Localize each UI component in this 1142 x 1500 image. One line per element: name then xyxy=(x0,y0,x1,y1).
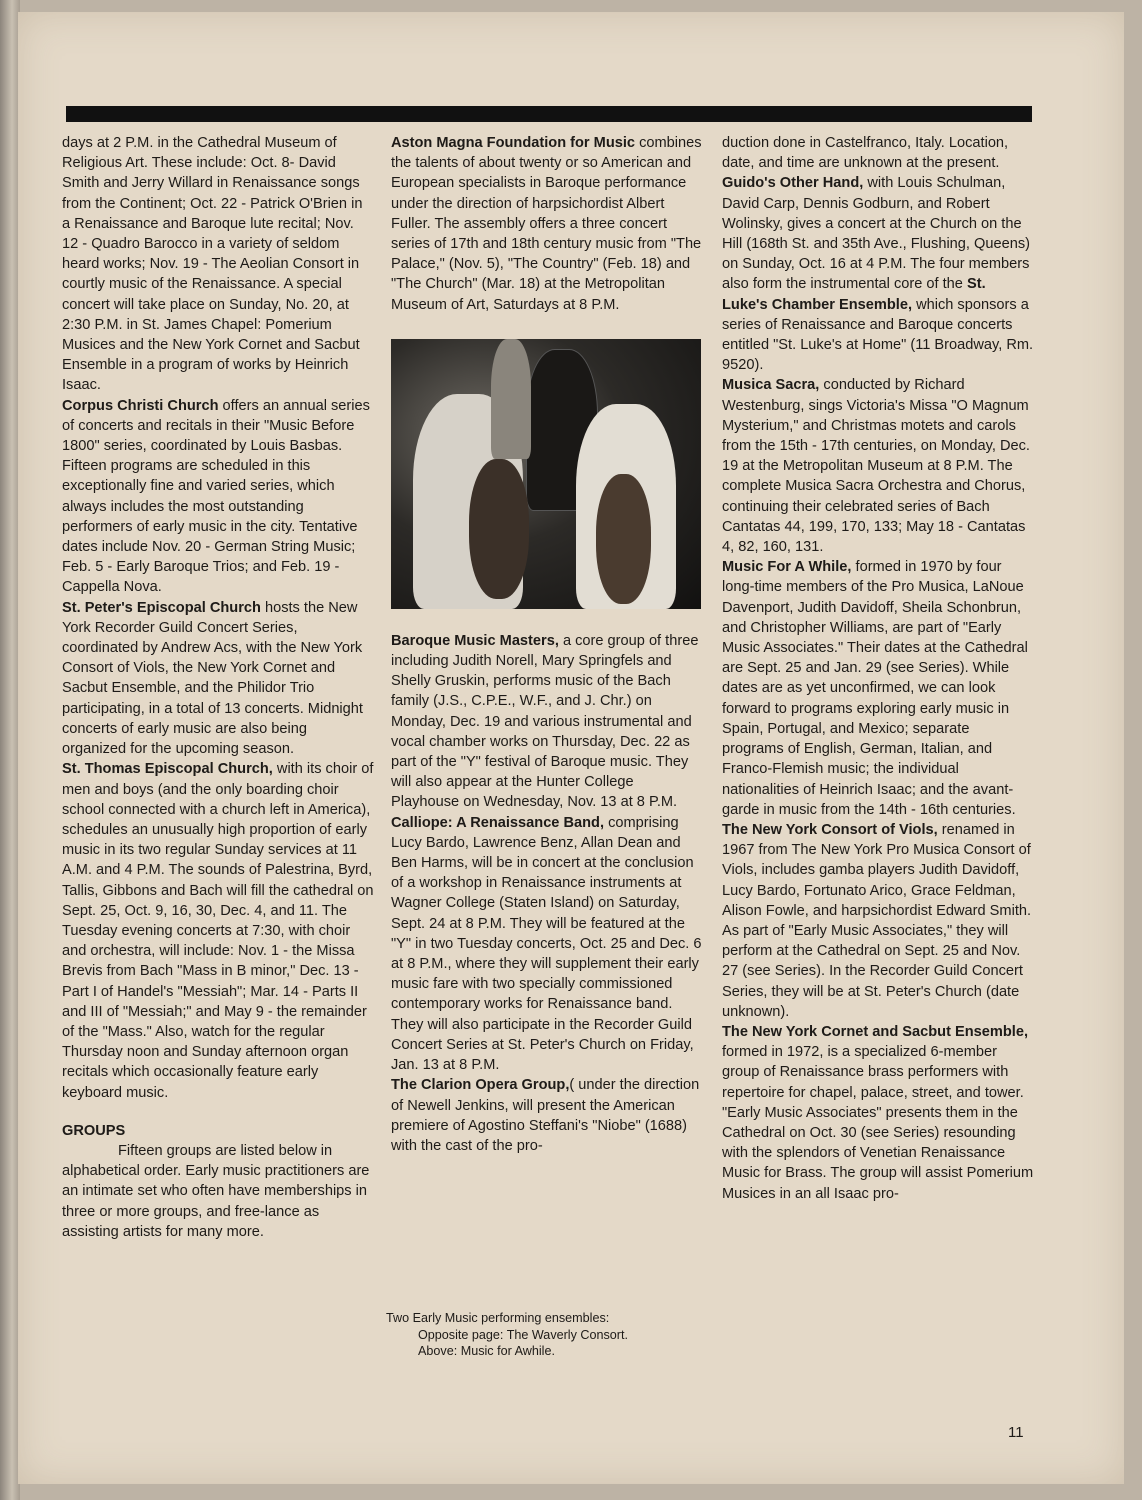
header-rule xyxy=(66,106,1032,122)
entry-musica-sacra xyxy=(722,375,1034,557)
entry-text: formed in 1970 by four long-time members of the Pro Musica, LaNoue Davenport, Judith Davidoff, Sheila Schonbrun, and Christopher Williams, are part of "Early Music Associates." Their dates at the Cathedral are Sept. 25 and Jan. 29 (see Series). While dates are as yet unconfirmed, we can look forward to programs exploring early music in Spain, Portugal, and Mexico; separate programs of English, German, Italian, and Franco-Flemish music; the individual nationalities of Heinrich Isaac; and the avant-garde in music from the 14th - 16th centuries. xyxy=(722,559,1028,818)
entry-name: Aston Magna Foundation for Music xyxy=(391,135,636,151)
entry-name: The New York Consort of Viols, xyxy=(722,821,938,838)
paragraph-groups-intro: Fifteen groups are listed below in alphabetical order. Early music practitioners are an intimate set who often have memberships in three or more groups, and free-lance as assisting artists for many more. xyxy=(62,1142,370,1240)
entry-text: a core group of three including Judith Norell, Mary Springfels and Shelly Gruskin, performs music of the Bach family (J.S., C.P.E., W.F., and J. Chr.) on Monday, Dec. 19 and various instrumental and vocal chamber works on Thursday, Dec. 22 as part of the "Y" festival of Baroque music. They will also appear at the Hunter College Playhouse on Wednesday, Nov. 13 at 8 P.M. xyxy=(391,632,699,811)
entry-name: Corpus Christi Church xyxy=(62,397,219,414)
section-heading-groups: GROUPS xyxy=(62,1122,126,1139)
entry-corpus-christi xyxy=(62,396,374,598)
paragraph-museum-dates: days at 2 P.M. in the Cathedral Museum of Religious Art. These include: Oct. 8- David Smith and Jerry Willard in Renaissance songs from the Continent; Oct. 22 - Patrick O'Brien in a Renaissance and Baroque lute recital; Nov. 12 - Quadro Barocco in a variety of seldom heard works; Nov. 19 - The Aeolian Consort in courtly music of the Renaissance. A special concert will take place on Sunday, No. 20, at 2:30 P.M. in St. James Chapel: Pomerium Musices and the New York Cornet and Sacbut Ensemble in a program of works by Heinrich Isaac. xyxy=(62,135,363,394)
entry-text: combines the talents of about twenty or so American and European specialists in Baroque performance under the direction of harpsichordist Albert Fuller. The assembly offers a three concert series of 17th and 18th century music from "The Palace," (Nov. 5), "The Country" (Feb. 18) and "The Church" (Mar. 18) at the Metropolitan Museum of Art, Saturdays at 8 P.M. xyxy=(391,135,702,313)
entry-text: conducted by Richard Westenburg, sings Victoria's Missa "O Magnum Mysterium," and Christmas motets and carols from the 15th - 17th centuries, on Monday, Dec. 19 at the Metropolitan Museum at 8 P.M. The complete Musica Sacra Orchestra and Chorus, continuing their celebrated series of Bach Cantatas 44, 199, 170, 133; May 18 - Cantatas 4, 82, 160, 131. xyxy=(722,377,1030,556)
entry-text: formed in 1972, is a specialized 6-member group of Renaissance brass performers with repertoire for chapel, palace, street, and tower. "Early Music Associates" presents them in the Cathedral on Oct. 30 (see Series) resounding with the splendors of Venetian Renaissance Music for Brass. The group will assist Pomerium Musices in an all Isaac pro- xyxy=(722,1044,1034,1202)
entry-guidos-other-hand xyxy=(722,173,1034,375)
photo-figure xyxy=(491,339,531,459)
binding-spine xyxy=(0,0,20,1500)
entry-name: St. Thomas Episcopal Church, xyxy=(62,761,273,778)
caption-line: Opposite page: The Waverly Consort. xyxy=(418,1327,628,1342)
entry-ny-consort-of-viols xyxy=(722,820,1034,1022)
entry-aston-magna xyxy=(391,133,703,315)
entry-name: St. Peter's Episcopal Church xyxy=(62,599,261,616)
entry-calliope xyxy=(391,813,703,1076)
entry-text: comprising Lucy Bardo, Lawrence Benz, Allan Dean and Ben Harms, will be in concert at the conclusion of a workshop in Renaissance instruments at Wagner College (Staten Island) on Saturday, Sept. 24 at 8 P.M. They will be featured at the "Y" in two Tuesday concerts, Oct. 25 and Dec. 6 at 8 P.M., where they will supplement their early music fare with two specially commissioned contemporary works for Renaissance band. They will also participate in the Recorder Guild Concert Series at St. Peter's Church on Friday, Jan. 13 at 8 P.M. xyxy=(391,814,702,1074)
entry-text: with Louis Schulman, David Carp, Dennis Godburn, and Robert Wolinsky, gives a concert at the Church on the Hill (168th St. and 35th Ave., Flushing, Queens) on Sunday, Oct. 16 at 4 P.M. The four members also form the instrumental core of the xyxy=(722,175,1031,293)
entry-ny-cornet-sacbut xyxy=(722,1022,1034,1204)
cello-shape xyxy=(596,474,651,604)
entry-music-for-a-while xyxy=(722,557,1034,820)
text-column-1 xyxy=(62,133,374,1242)
entry-text: hosts the New York Recorder Guild Concert Series, coordinated by Andrew Acs, with the New York Consort of Viols, the New York Cornet and Sacbut Ensemble, and the Philidor Trio participating, in a total of 13 concerts. Midnight concerts of early music are also being organized for the upcoming season. xyxy=(62,599,363,758)
entry-text: ( under the direction of Newell Jenkins, will present the American premiere of Agostino Steffani's "Niobe" (1688) with the cast of the pro- xyxy=(391,1077,700,1154)
caption-line: Two Early Music performing ensembles: xyxy=(386,1311,610,1325)
entry-name: Musica Sacra, xyxy=(722,377,820,394)
entry-name: The Clarion Opera Group, xyxy=(391,1077,570,1094)
caption-line: Above: Music for Awhile. xyxy=(418,1344,555,1358)
entry-name: Music For A While, xyxy=(722,559,852,576)
entry-name: Calliope: A Renaissance Band, xyxy=(391,814,605,831)
text-column-3 xyxy=(722,133,1034,1204)
paragraph-continuation: duction done in Castelfranco, Italy. Location, date, and time are unknown at the present. xyxy=(722,135,1009,172)
ensemble-photo xyxy=(391,339,701,609)
entry-st-thomas xyxy=(62,759,374,1102)
entry-name: Guido's Other Hand, xyxy=(722,175,864,192)
entry-baroque-music-masters xyxy=(391,631,703,813)
entry-text: with its choir of men and boys (and the only boarding choir school connected with a church left in America), schedules an unusually high proportion of early music in its two regular Sunday services at 11 A.M. and 4 P.M. The sounds of Palestrina, Byrd, Tallis, Gibbons and Bach will fill the cathedral on Sept. 25, Oct. 9, 16, 30, Dec. 4, and 11. The Tuesday evening concerts at 7:30, with choir and orchestra, will include: Nov. 1 - the Missa Brevis from Bach "Mass in B minor," Dec. 13 - Part I of Handel's "Messiah"; Mar. 14 - Parts II and III of "Messiah;" and May 9 - the remainder of the "Mass." Also, watch for the regular Thursday noon and Sunday afternoon organ recitals which occasionally feature early keyboard music. xyxy=(62,761,374,1101)
entry-text: offers an annual series of concerts and recitals in their "Music Before 1800" series, coordinated by Louis Basbas. Fifteen programs are scheduled in this exceptionally fine and varied series, which always includes the most outstanding performers of early music in the city. Tentative dates include Nov. 20 - German String Music; Feb. 5 - Early Baroque Trios; and Feb. 19 - Cappella Nova. xyxy=(62,397,370,596)
entry-text: which sponsors a series of Renaissance and Baroque concerts entitled "St. Luke's at Home" (11 Broadway, Rm. 9520). xyxy=(722,296,1034,374)
entry-name: The New York Cornet and Sacbut Ensemble, xyxy=(722,1023,1028,1040)
entry-name: St. Luke's Chamber Ensemble, xyxy=(722,276,986,313)
photo-caption xyxy=(386,1310,686,1360)
entry-text: renamed in 1967 from The New York Pro Musica Consort of Viols, includes gamba players Judith Davidoff, Lucy Bardo, Fortunato Arico, Grace Feldman, Alison Fowle, and harpsichordist Edward Smith. As part of "Early Music Associates," they will perform at the Cathedral on Sept. 25 and Nov. 27 (see Series). In the Recorder Guild Concert Series, they will be at St. Peter's Church (date unknown). xyxy=(722,821,1032,1020)
entry-st-peters xyxy=(62,598,374,760)
text-column-2 xyxy=(391,133,703,1156)
page-number: 11 xyxy=(1008,1424,1024,1441)
entry-clarion-opera xyxy=(391,1075,703,1156)
entry-name: Baroque Music Masters, xyxy=(391,632,559,649)
cello-shape xyxy=(469,459,529,599)
